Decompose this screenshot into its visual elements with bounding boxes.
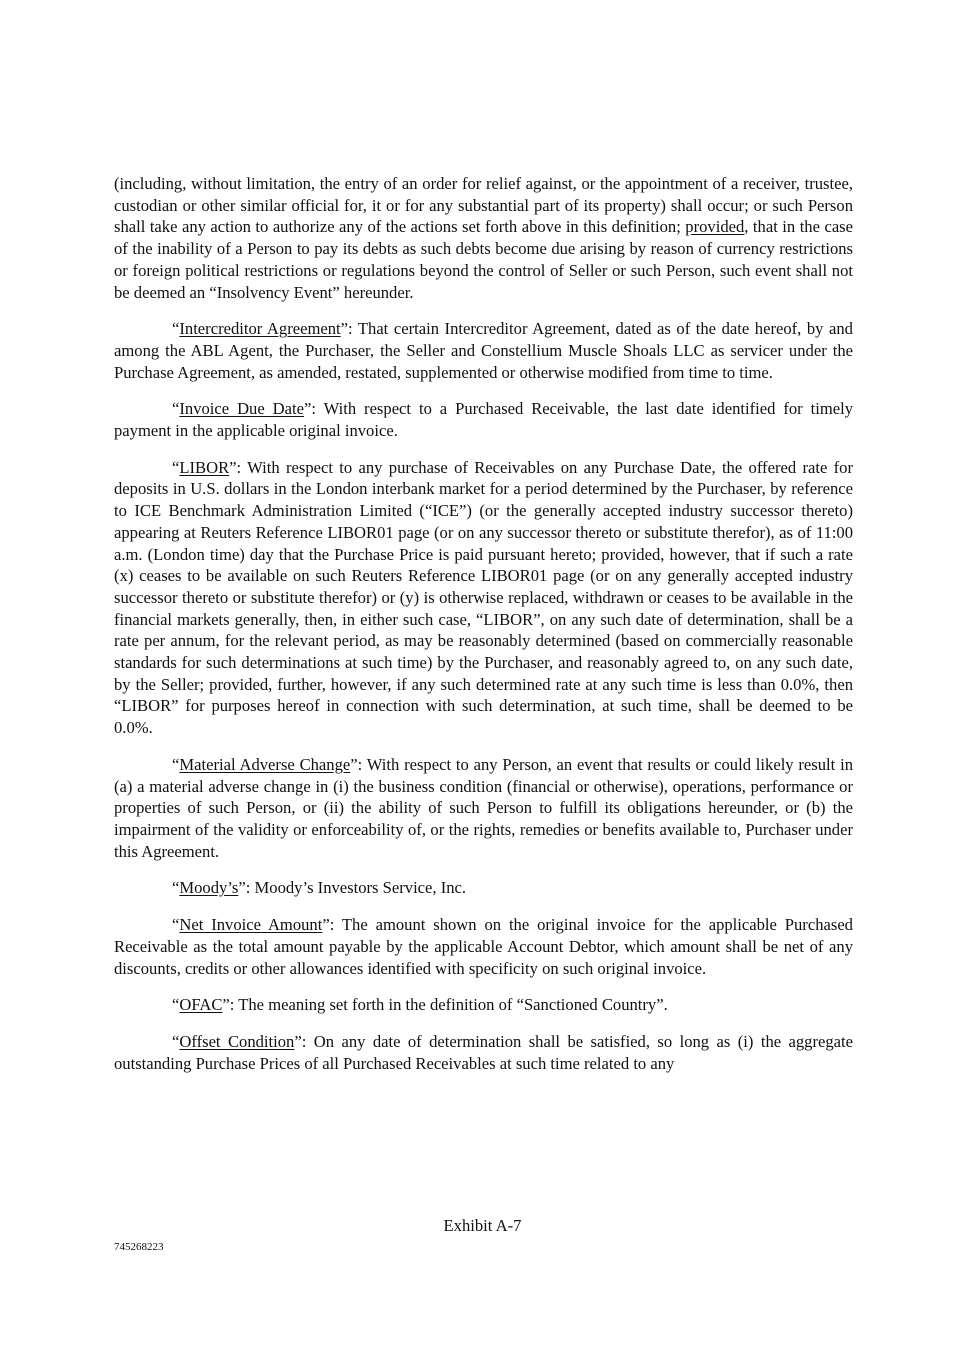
defined-term: Offset Condition (179, 1031, 295, 1051)
definition-intercreditor-agreement: “Intercreditor Agreement”: That certain Intercreditor Agreement, dated as of the date hereof, by and among the ABL Agent, the Purchaser, the Seller and Constellium Muscle Shoals LLC as servicer under the Purchase Agreement, as amended, restated, supplemented or otherwise modified from time to time. (114, 319, 853, 382)
definition-text: ”: With respect to any Person, an event that results or could likely result in (a) a material adverse change in (i) the business condition (financial or otherwise), operations, performance or properties of such Person, or (ii) the ability of such Person to fulfill its obligations hereunder, or (b) the impairment of the validity or enforceability of, or the rights, remedies or benefits available to, Purchaser under this Agreement. (114, 754, 853, 861)
defined-term: Intercreditor Agreement (179, 319, 341, 339)
provided-term: provided (685, 217, 745, 237)
definition-libor: “LIBOR”: With respect to any purchase of Receivables on any Purchase Date, the offered rate for deposits in U.S. dollars in the London interbank market for a period determined by the Purchaser, by reference to ICE Benchmark Administration Limited (“ICE”) (or the generally accepted industry successor thereto) appearing at Reuters Reference LIBOR01 page (or on any successor thereto or substitute therefor), as of 11:00 a.m. (London time) day that the Purchase Price is paid pursuant hereto; provided, however, that if such a rate (x) ceases to be available on such Reuters Reference LIBOR01 page (or on any generally accepted industry successor thereto or substitute therefor) or (y) is otherwise replaced, withdrawn or ceases to be available in the financial markets generally, then, in either such case, “LIBOR”, on any such date of determination, shall be a rate per annum, for the relevant period, as may be reasonably determined (based on commercially reasonable standards for such determinations at such time) by the Purchaser, and reasonably agreed to, on any such date, by the Seller; provided, further, however, if any such determined rate at any such time is less than 0.0%, then “LIBOR” for purposes hereof in connection with such determination, at such time, shall be deemed to be 0.0%. (114, 457, 853, 738)
definition-text: ”: The amount shown on the original invoice for the applicable Purchased Receivable as the total amount payable by the applicable Account Debtor, which amount shall be net of any discounts, credits or other allowances identified with specificity on such original invoice. (114, 915, 853, 978)
defined-term: Moody’s (179, 878, 239, 898)
definition-moodys: “Moody’s”: Moody’s Investors Service, Inc. (172, 878, 467, 898)
definition-text: ”: That certain Intercreditor Agreement, dated as of the date hereof, by and among the ABL Agent, the Purchaser, the Seller and Constellium Muscle Shoals LLC as servicer under the Purchase Agreement, as amended, restated, supplemented or otherwise modified from time to time. (114, 319, 853, 382)
defined-term: LIBOR (179, 457, 230, 477)
document-number: 745268223 (114, 1241, 164, 1253)
continuation-text-before: (including, without limitation, the entry of an order for relief against, or the appointment of a receiver, trustee, custodian or other similar official for, it or for any substantial part of its property) shall occur; or such Person shall take any action to authorize any of the actions set forth above in this definition; (114, 174, 853, 237)
document-body (114, 173, 853, 1089)
definition-invoice-due-date: “Invoice Due Date”: With respect to a Purchased Receivable, the last date identified for timely payment in the applicable original invoice. (114, 399, 853, 441)
definition-ofac: “OFAC”: The meaning set forth in the definition of “Sanctioned Country”. (172, 995, 668, 1015)
definition-net-invoice-amount: “Net Invoice Amount”: The amount shown on the original invoice for the applicable Purchased Receivable as the total amount payable by the applicable Account Debtor, which amount shall be net of any discounts, credits or other allowances identified with specificity on such original invoice. (114, 915, 853, 978)
definition-text: ”: With respect to a Purchased Receivable, the last date identified for timely payment in the applicable original invoice. (114, 399, 853, 441)
definition-text: ”: Moody’s Investors Service, Inc. (238, 878, 467, 898)
definition-text: ”: With respect to any purchase of Receivables on any Purchase Date, the offered rate for deposits in U.S. dollars in the London interbank market for a period determined by the Purchaser, by reference to ICE Benchmark Administration Limited (“ICE”) (or the generally accepted industry successor thereto) appearing at Reuters Reference LIBOR01 page (or on any successor thereto or substitute therefor), as of 11:00 a.m. (London time) day that the Purchase Price is paid pursuant hereto; provided, however, that if such a rate (x) ceases to be available on such Reuters Reference LIBOR01 page (or on any generally accepted industry successor thereto or substitute therefor) or (y) is otherwise replaced, withdrawn or ceases to be available in the financial markets generally, then, in either such case, “LIBOR”, on any such date of determination, shall be a rate per annum, for the relevant period, as may be reasonably determined (based on commercially reasonable standards for such determinations at such time) by the Purchaser, and reasonably agreed to, on any such date, by the Seller; provided, further, however, if any such determined rate at any such time is less than 0.0%, then “LIBOR” for purposes hereof in connection with such determination, at such time, shall be deemed to be 0.0%. (114, 457, 853, 738)
continuation-paragraph (114, 173, 853, 303)
definition-material-adverse-change: “Material Adverse Change”: With respect to any Person, an event that results or could likely result in (a) a material adverse change in (i) the business condition (financial or otherwise), operations, performance or properties of such Person, or (ii) the ability of such Person to fulfill its obligations hereunder, or (b) the impairment of the validity or enforceability of, or the rights, remedies or benefits available to, Purchaser under this Agreement. (114, 754, 853, 861)
defined-term: Invoice Due Date (179, 399, 304, 419)
continuation-text-after: , that in the case of the inability of a Person to pay its debts as such debts become due arising by reason of currency restrictions or foreign political restrictions or regulations beyond the control of Seller or such Person, such event shall not be deemed an “Insolvency Event” hereunder. (114, 217, 854, 302)
defined-term: Net Invoice Amount (179, 915, 323, 935)
defined-term: Material Adverse Change (179, 754, 351, 774)
definition-text: ”: On any date of determination shall be satisfied, so long as (i) the aggregate outstanding Purchase Prices of all Purchased Receivables at such time related to any (114, 1031, 854, 1073)
page-footer-label: Exhibit A-7 (443, 1216, 522, 1235)
defined-term: OFAC (179, 995, 223, 1015)
definition-text: ”: The meaning set forth in the definition of “Sanctioned Country”. (222, 995, 668, 1015)
definition-offset-condition: “Offset Condition”: On any date of determination shall be satisfied, so long as (i) the aggregate outstanding Purchase Prices of all Purchased Receivables at such time related to any (114, 1031, 854, 1073)
